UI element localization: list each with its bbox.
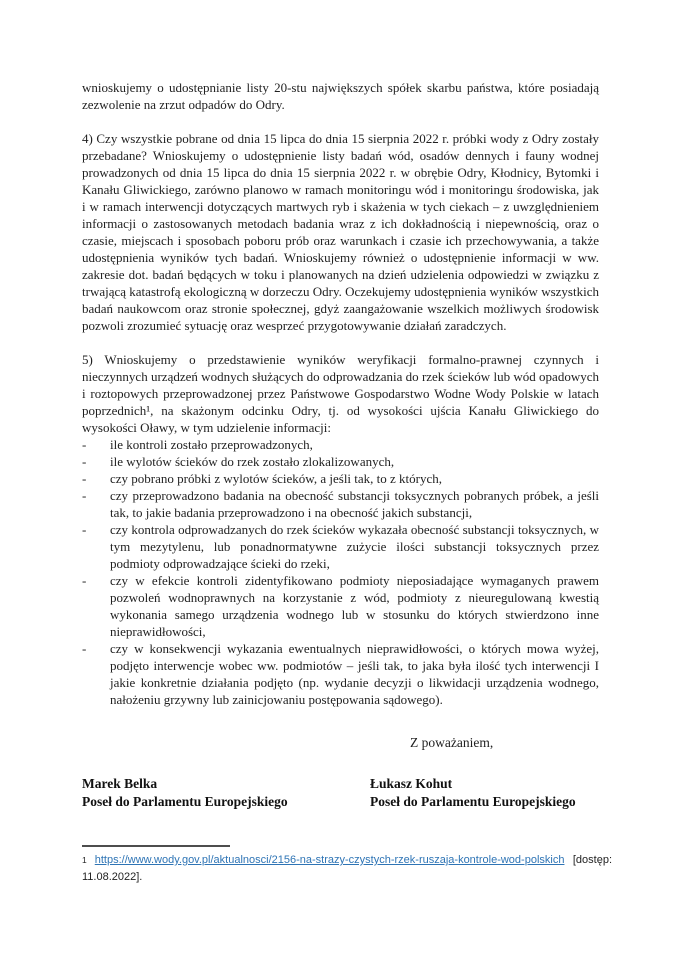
- signature-block: [82, 775, 599, 811]
- dash-bullet: -: [82, 471, 87, 486]
- paragraph-point-4: 4) Czy wszystkie pobrane od dnia 15 lipca do dnia 15 sierpnia 2022 r. próbki wody z Odry zostały przebadane? Wnioskujemy o udostępnienie listy badań wód, osadów dennych i fauny wodnej prowadzonych od dnia 15 lipca do dnia 15 sierpnia 2022 r. w obrębie Odry, Kłodnicy, Bytomki i Kanału Gliwickiego, zarówno planowo w ramach monitoringu wód i monitoringu środowiska, jak i w ramach interwencji dotyczących martwych ryb i skażenia w tych ciekach – z uwzględnieniem informacji o zastosowanych metodach badania wraz z ich dokładnością i niepewnością, oraz o czasie, miejscach i sposobach poboru prób oraz warunkach i czasie ich przechowywania, a także udostępnienia wyników tych badań. Wnioskujemy również o udostępnienie informacji w ww. zakresie dot. badań będących w toku i planowanych na dzień udzielenia odpowiedzi w związku z trwającą katastrofą ekologiczną w dorzeczu Odry. Oczekujemy udostępnienia wyników wszystkich badań naukowcom oraz stronie społecznej, gdyż zaangażowanie wszelkich możliwych środowisk pozwoli zrozumieć sytuację oraz wesprzeć przygotowywanie działań zaradczych.: [82, 131, 599, 333]
- footnote-separator-line: [82, 845, 230, 847]
- list-item: [82, 572, 599, 640]
- footnote-marker: 1: [82, 855, 87, 865]
- list-item: [82, 521, 599, 572]
- signature-right: [370, 775, 599, 811]
- footnote: [82, 845, 612, 886]
- list-item-text: czy kontrola odprowadzanych do rzek ścieków wykazała obecność substancji toksycznych, w tym mezytylenu, lub ponadnormatywne zużycie ilości substancji toksycznych przez podmioty odprowadzające ścieki do rzeki,: [110, 522, 599, 571]
- signatory-name: Marek Belka: [82, 776, 158, 791]
- list-item-text: czy pobrano próbki z wylotów ścieków, a jeśli tak, to z których,: [110, 471, 443, 486]
- list-item-text: czy w efekcie kontroli zidentyfikowano podmioty nieposiadające wymaganych prawem pozwoleń wodnoprawnych na korzystanie z wód, podmioty z nieuregulowaną kwestią wykonania samego urządzenia wodnego lub w stosunku do których stwierdzono inne nieprawidłowości,: [110, 573, 599, 639]
- signatory-name: Łukasz Kohut: [370, 776, 453, 791]
- footnote-access-label: [dostęp:: [572, 854, 612, 866]
- list-item-text: ile wylotów ścieków do rzek zostało zlokalizowanych,: [110, 454, 395, 469]
- footnote-line: [82, 852, 612, 869]
- list-item-text: ile kontroli zostało przeprowadzonych,: [110, 437, 313, 452]
- dash-bullet: -: [82, 488, 87, 503]
- list-item: [82, 640, 599, 708]
- request-list: [82, 436, 599, 708]
- signatory-title: Poseł do Parlamentu Europejskiego: [370, 794, 576, 809]
- footnote-link[interactable]: https://www.wody.gov.pl/aktualnosci/2156-na-strazy-czystych-rzek-ruszaja-kontrole-wod-polskich: [94, 854, 565, 866]
- signatory-title: Poseł do Parlamentu Europejskiego: [82, 794, 288, 809]
- list-item-text: czy w konsekwencji wykazania ewentualnych nieprawidłowości, o których mowa wyżej, podjęto interwencje wobec ww. podmiotów – jeśli tak, to jaka była ilość tych interwencji I jakie konkretnie działania podjęto (np. wydanie decyzji o likwidacji urządzenia wodnego, nałożeniu grzywny lub zainicjowaniu postępowania sądowego).: [110, 641, 599, 707]
- list-item: [82, 436, 599, 453]
- closing-salutation: Z poważaniem,: [410, 735, 494, 750]
- list-item: [82, 487, 599, 521]
- list-item-text: czy przeprowadzono badania na obecność substancji toksycznych pobranych próbek, a jeśli tak, to jakie badania przeprowadzono i na obecność jakich substancji,: [110, 488, 599, 520]
- dash-bullet: -: [82, 641, 87, 656]
- dash-bullet: -: [82, 573, 87, 588]
- paragraph-intro-continuation: wnioskujemy o udostępnianie listy 20-stu największych spółek skarbu państwa, które posiadają zezwolenie na zrzut odpadów do Odry.: [82, 80, 599, 112]
- list-item: [82, 453, 599, 470]
- dash-bullet: -: [82, 522, 87, 537]
- dash-bullet: -: [82, 437, 87, 452]
- signature-left: [82, 775, 370, 811]
- paragraph-point-5: 5) Wnioskujemy o przedstawienie wyników weryfikacji formalno-prawnej czynnych i nieczynnych urządzeń wodnych służących do odprowadzania do rzek ścieków lub wód opadowych i roztopowych przeprowadzonej przez Państwowe Gospodarstwo Wodne Wody Polskie w latach poprzednich¹, na skażonym odcinku Odry, tj. od wysokości ujścia Kanału Gliwickiego do wysokości Oławy, w tym udzielenie informacji:: [82, 352, 599, 435]
- footnote-access-date: 11.08.2022].: [82, 871, 143, 883]
- letter-body: [82, 79, 599, 811]
- list-item: [82, 470, 599, 487]
- dash-bullet: -: [82, 454, 87, 469]
